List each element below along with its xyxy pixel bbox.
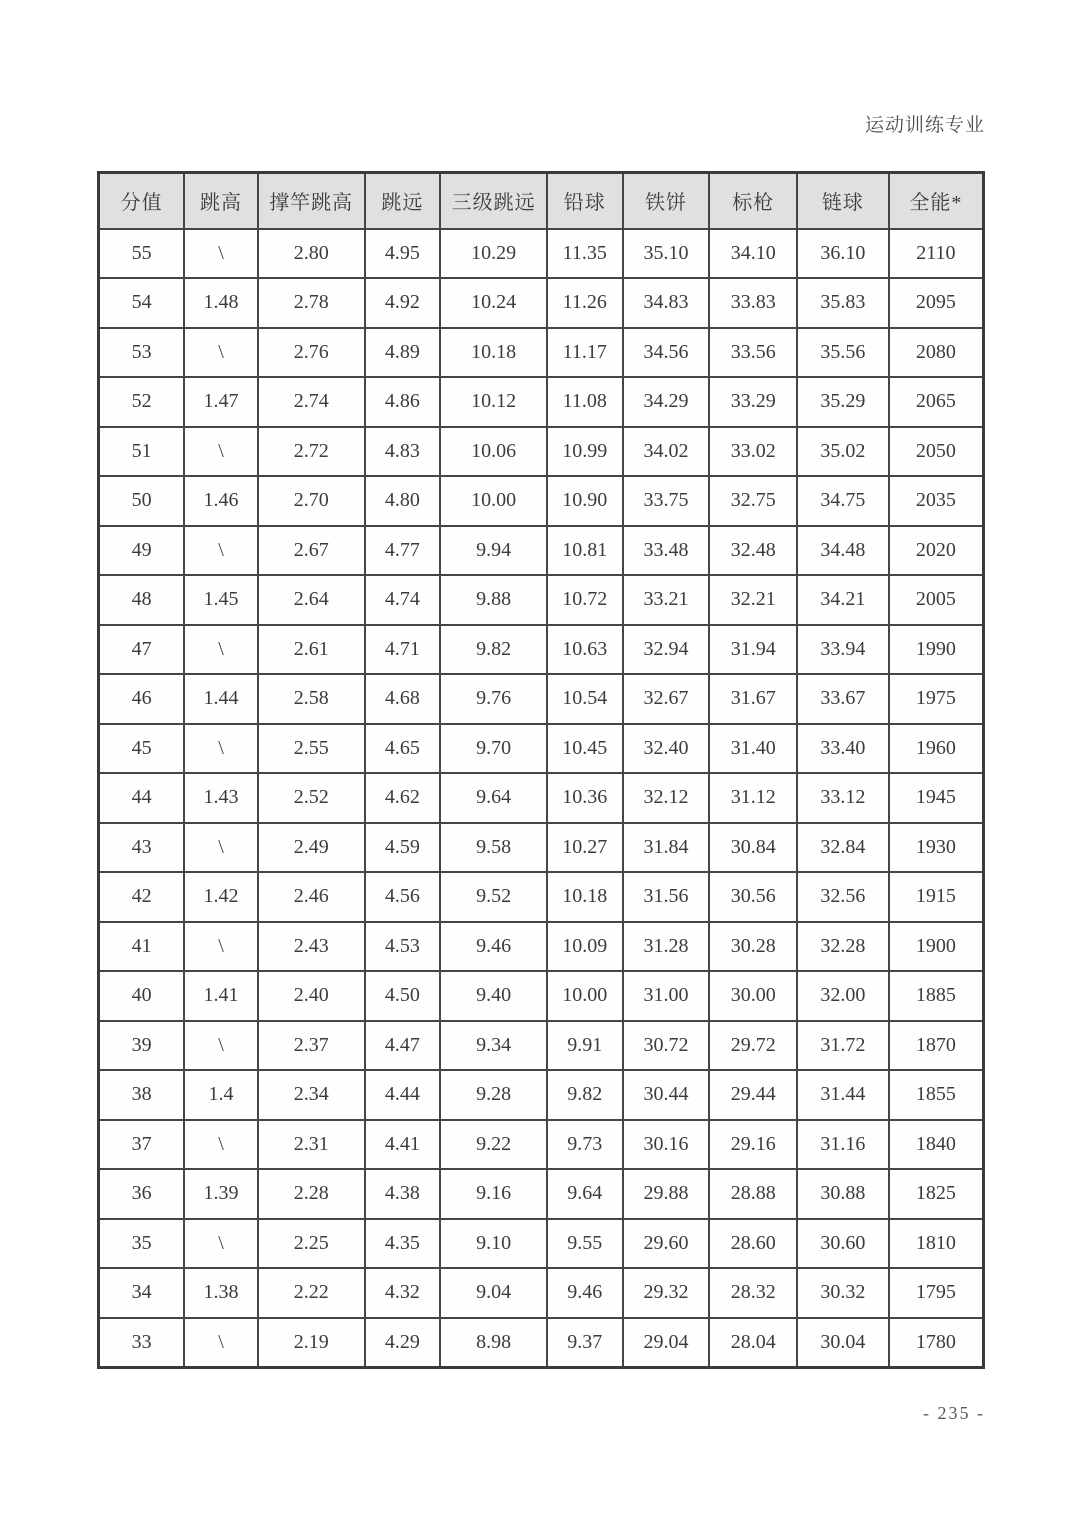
table-cell: 1855 [889,1070,984,1120]
table-cell: 30.88 [797,1169,889,1219]
table-header-cell: 撑竿跳高 [258,173,365,229]
table-cell: 2.37 [258,1021,365,1071]
table-row [99,229,984,279]
table-cell: 2.28 [258,1169,365,1219]
table-cell: 31.40 [709,724,797,774]
table-row [99,1169,984,1219]
table-cell: 9.82 [440,625,547,675]
table-cell: 43 [99,823,185,873]
table-cell: 36 [99,1169,185,1219]
table-cell: 51 [99,427,185,477]
table-cell: 2.31 [258,1120,365,1170]
table-cell: 30.32 [797,1268,889,1318]
table-cell: 1960 [889,724,984,774]
table-cell: 9.28 [440,1070,547,1120]
table-cell: 38 [99,1070,185,1120]
table-cell: 10.24 [440,278,547,328]
table-cell: 9.46 [547,1268,623,1318]
table-cell: 4.53 [365,922,441,972]
table-row [99,724,984,774]
table-cell: 32.84 [797,823,889,873]
table-cell: 29.32 [623,1268,710,1318]
table-cell: \ [184,229,258,279]
table-cell: 10.00 [440,476,547,526]
table-cell: 33.21 [623,575,710,625]
table-cell: 30.44 [623,1070,710,1120]
table-header-cell: 跳高 [184,173,258,229]
table-cell: \ [184,1318,258,1368]
table-cell: 34.21 [797,575,889,625]
table-cell: 1975 [889,674,984,724]
table-cell: 45 [99,724,185,774]
table-cell: 4.29 [365,1318,441,1368]
table-header-cell: 铅球 [547,173,623,229]
table-cell: 1915 [889,872,984,922]
table-cell: 35.83 [797,278,889,328]
table-cell: \ [184,526,258,576]
table-cell: 9.58 [440,823,547,873]
table-cell: 31.56 [623,872,710,922]
table-cell: 33.40 [797,724,889,774]
table-cell: 1.4 [184,1070,258,1120]
table-cell: 34.75 [797,476,889,526]
table-cell: 9.46 [440,922,547,972]
table-cell: 31.44 [797,1070,889,1120]
table-cell: 10.29 [440,229,547,279]
table-cell: 32.21 [709,575,797,625]
table-cell: 9.34 [440,1021,547,1071]
table-cell: 30.72 [623,1021,710,1071]
table-cell: 1870 [889,1021,984,1071]
table-cell: 30.84 [709,823,797,873]
table-row [99,1021,984,1071]
table-cell: 2.19 [258,1318,365,1368]
table-cell: 34.48 [797,526,889,576]
table-cell: 31.16 [797,1120,889,1170]
table-cell: 32.48 [709,526,797,576]
table-row [99,1219,984,1269]
table-body [99,229,984,1368]
table-cell: 9.76 [440,674,547,724]
table-cell: 2020 [889,526,984,576]
table-cell: 1.44 [184,674,258,724]
table-cell: 32.75 [709,476,797,526]
table-cell: 2110 [889,229,984,279]
table-cell: 33.94 [797,625,889,675]
table-cell: 2005 [889,575,984,625]
table-cell: 11.26 [547,278,623,328]
table-cell: 2.55 [258,724,365,774]
table-cell: 1930 [889,823,984,873]
table-cell: 4.77 [365,526,441,576]
table-cell: 9.64 [547,1169,623,1219]
table-cell: 34.29 [623,377,710,427]
table-cell: 53 [99,328,185,378]
table-row [99,476,984,526]
table-cell: 1840 [889,1120,984,1170]
table-cell: 35 [99,1219,185,1269]
table-cell: 2.76 [258,328,365,378]
page-number: - 235 - [923,1403,985,1423]
table-cell: 8.98 [440,1318,547,1368]
table-row [99,971,984,1021]
table-cell: 10.18 [440,328,547,378]
table-cell: 28.60 [709,1219,797,1269]
table-cell: 2.80 [258,229,365,279]
table-cell: 28.04 [709,1318,797,1368]
table-cell: 10.09 [547,922,623,972]
table-cell: 2.46 [258,872,365,922]
table-cell: 9.04 [440,1268,547,1318]
table-cell: 1990 [889,625,984,675]
table-cell: 2.40 [258,971,365,1021]
page-header-text: 运动训练专业 [864,115,985,136]
table-cell: 34.02 [623,427,710,477]
table-cell: \ [184,922,258,972]
table-cell: 9.16 [440,1169,547,1219]
table-row [99,377,984,427]
table-header-cell: 分值 [99,173,185,229]
table-header-row [99,173,984,229]
table-cell: 11.08 [547,377,623,427]
table-cell: 50 [99,476,185,526]
table-cell: 29.60 [623,1219,710,1269]
table-cell: 10.63 [547,625,623,675]
table-cell: 2.74 [258,377,365,427]
table-cell: 33 [99,1318,185,1368]
table-cell: 34.10 [709,229,797,279]
table-cell: 44 [99,773,185,823]
table-row [99,773,984,823]
table-row [99,674,984,724]
table-cell: 33.48 [623,526,710,576]
table-cell: 31.00 [623,971,710,1021]
table-cell: 31.12 [709,773,797,823]
table-cell: 2.64 [258,575,365,625]
table-cell: 1795 [889,1268,984,1318]
table-cell: 30.00 [709,971,797,1021]
table-cell: 4.95 [365,229,441,279]
table-cell: 1.42 [184,872,258,922]
table-cell: 34.56 [623,328,710,378]
table-cell: \ [184,724,258,774]
table-cell: 9.94 [440,526,547,576]
table-cell: 1.47 [184,377,258,427]
table-cell: 1.41 [184,971,258,1021]
table-cell: 10.12 [440,377,547,427]
table-cell: 33.75 [623,476,710,526]
table-cell: 2.34 [258,1070,365,1120]
table-row [99,526,984,576]
table-cell: 2035 [889,476,984,526]
table-cell: 2050 [889,427,984,477]
table-cell: 2065 [889,377,984,427]
table-cell: 9.22 [440,1120,547,1170]
table-row [99,278,984,328]
table-cell: 35.10 [623,229,710,279]
table-cell: 10.06 [440,427,547,477]
table-cell: 10.72 [547,575,623,625]
table-cell: 4.44 [365,1070,441,1120]
table-cell: 32.00 [797,971,889,1021]
table-cell: 31.28 [623,922,710,972]
table-cell: 9.88 [440,575,547,625]
table-cell: 2.49 [258,823,365,873]
table-cell: 54 [99,278,185,328]
table-cell: 2.58 [258,674,365,724]
table-cell: 29.04 [623,1318,710,1368]
table-row [99,1318,984,1368]
table-cell: 1.38 [184,1268,258,1318]
table-cell: 10.54 [547,674,623,724]
table-cell: 35.29 [797,377,889,427]
table-cell: 33.83 [709,278,797,328]
table-row [99,922,984,972]
table-header-cell: 全能* [889,173,984,229]
table-row [99,1070,984,1120]
table-cell: 42 [99,872,185,922]
table-cell: \ [184,1219,258,1269]
table-cell: 4.86 [365,377,441,427]
table-cell: 41 [99,922,185,972]
table-cell: 9.37 [547,1318,623,1368]
table-cell: 2.25 [258,1219,365,1269]
table-cell: 34.83 [623,278,710,328]
table-cell: 1825 [889,1169,984,1219]
table-cell: \ [184,823,258,873]
table-cell: 4.47 [365,1021,441,1071]
table-cell: 4.71 [365,625,441,675]
table-cell: 9.55 [547,1219,623,1269]
table-cell: 36.10 [797,229,889,279]
table-cell: 32.28 [797,922,889,972]
table-cell: 9.82 [547,1070,623,1120]
table-cell: 4.41 [365,1120,441,1170]
table-head [99,173,984,229]
table-cell: 1885 [889,971,984,1021]
table-cell: \ [184,625,258,675]
table-header-cell: 链球 [797,173,889,229]
table-cell: 11.35 [547,229,623,279]
table-cell: 28.32 [709,1268,797,1318]
table-cell: 2.43 [258,922,365,972]
table-cell: 31.94 [709,625,797,675]
table-cell: 2.67 [258,526,365,576]
table-cell: 1780 [889,1318,984,1368]
table-cell: 32.40 [623,724,710,774]
table-cell: 31.72 [797,1021,889,1071]
table-cell: 28.88 [709,1169,797,1219]
table-cell: 9.40 [440,971,547,1021]
table-cell: 4.68 [365,674,441,724]
table-cell: 4.80 [365,476,441,526]
table-cell: 35.56 [797,328,889,378]
table-cell: 32.67 [623,674,710,724]
table-cell: 4.65 [365,724,441,774]
table-header-cell: 铁饼 [623,173,710,229]
table-row [99,625,984,675]
table-cell: 33.67 [797,674,889,724]
table-row [99,575,984,625]
table-cell: 4.35 [365,1219,441,1269]
table-cell: 9.10 [440,1219,547,1269]
table-cell: 4.83 [365,427,441,477]
table-cell: 4.56 [365,872,441,922]
table-cell: 4.59 [365,823,441,873]
table-cell: 52 [99,377,185,427]
table-header-cell: 标枪 [709,173,797,229]
table-cell: 2.78 [258,278,365,328]
table-cell: 33.12 [797,773,889,823]
table-cell: \ [184,328,258,378]
table-row [99,427,984,477]
table-cell: 2095 [889,278,984,328]
table-cell: 37 [99,1120,185,1170]
table-cell: 1945 [889,773,984,823]
table-cell: 2.22 [258,1268,365,1318]
table-cell: 31.84 [623,823,710,873]
table-cell: 10.45 [547,724,623,774]
table-cell: 4.38 [365,1169,441,1219]
table-cell: 2.72 [258,427,365,477]
table-cell: \ [184,1120,258,1170]
table-cell: 30.56 [709,872,797,922]
table-cell: 9.64 [440,773,547,823]
table-cell: 30.60 [797,1219,889,1269]
table-cell: 10.00 [547,971,623,1021]
table-cell: 48 [99,575,185,625]
table-row [99,823,984,873]
table-cell: 4.74 [365,575,441,625]
table-cell: 1900 [889,922,984,972]
table-cell: 4.62 [365,773,441,823]
table-cell: 10.27 [547,823,623,873]
table-cell: \ [184,427,258,477]
table-cell: 49 [99,526,185,576]
table-cell: 2080 [889,328,984,378]
table-cell: 31.67 [709,674,797,724]
table-cell: 33.02 [709,427,797,477]
table-cell: 4.50 [365,971,441,1021]
table-cell: 2.52 [258,773,365,823]
table-cell: 29.16 [709,1120,797,1170]
table-cell: 9.73 [547,1120,623,1170]
table-cell: 33.29 [709,377,797,427]
table-cell: 32.56 [797,872,889,922]
table-cell: 34 [99,1268,185,1318]
table-cell: 30.28 [709,922,797,972]
table-cell: 9.70 [440,724,547,774]
table-cell: 10.99 [547,427,623,477]
table-cell: 32.12 [623,773,710,823]
table-cell: 10.36 [547,773,623,823]
table-cell: 10.90 [547,476,623,526]
table-header-cell: 三级跳远 [440,173,547,229]
table-cell: 46 [99,674,185,724]
table-cell: 29.88 [623,1169,710,1219]
table-cell: 4.92 [365,278,441,328]
table-cell: 2.70 [258,476,365,526]
table-cell: \ [184,1021,258,1071]
table-cell: 9.91 [547,1021,623,1071]
table-row [99,872,984,922]
table-cell: 40 [99,971,185,1021]
table-cell: 1.48 [184,278,258,328]
table-cell: 32.94 [623,625,710,675]
table-cell: 11.17 [547,328,623,378]
score-table [97,171,985,1369]
table-cell: 55 [99,229,185,279]
table-row [99,328,984,378]
table-cell: 9.52 [440,872,547,922]
table-cell: 30.16 [623,1120,710,1170]
table-cell: 1.45 [184,575,258,625]
table-cell: 29.44 [709,1070,797,1120]
table-cell: 39 [99,1021,185,1071]
table-cell: 1810 [889,1219,984,1269]
table-cell: 33.56 [709,328,797,378]
table-cell: 4.32 [365,1268,441,1318]
table-cell: 2.61 [258,625,365,675]
table-cell: 47 [99,625,185,675]
table-cell: 1.39 [184,1169,258,1219]
table-header-cell: 跳远 [365,173,441,229]
table-row [99,1268,984,1318]
table-cell: 35.02 [797,427,889,477]
table-cell: 29.72 [709,1021,797,1071]
table-cell: 10.81 [547,526,623,576]
table-cell: 1.46 [184,476,258,526]
table-cell: 10.18 [547,872,623,922]
table-cell: 30.04 [797,1318,889,1368]
table-cell: 4.89 [365,328,441,378]
table-row [99,1120,984,1170]
table-cell: 1.43 [184,773,258,823]
